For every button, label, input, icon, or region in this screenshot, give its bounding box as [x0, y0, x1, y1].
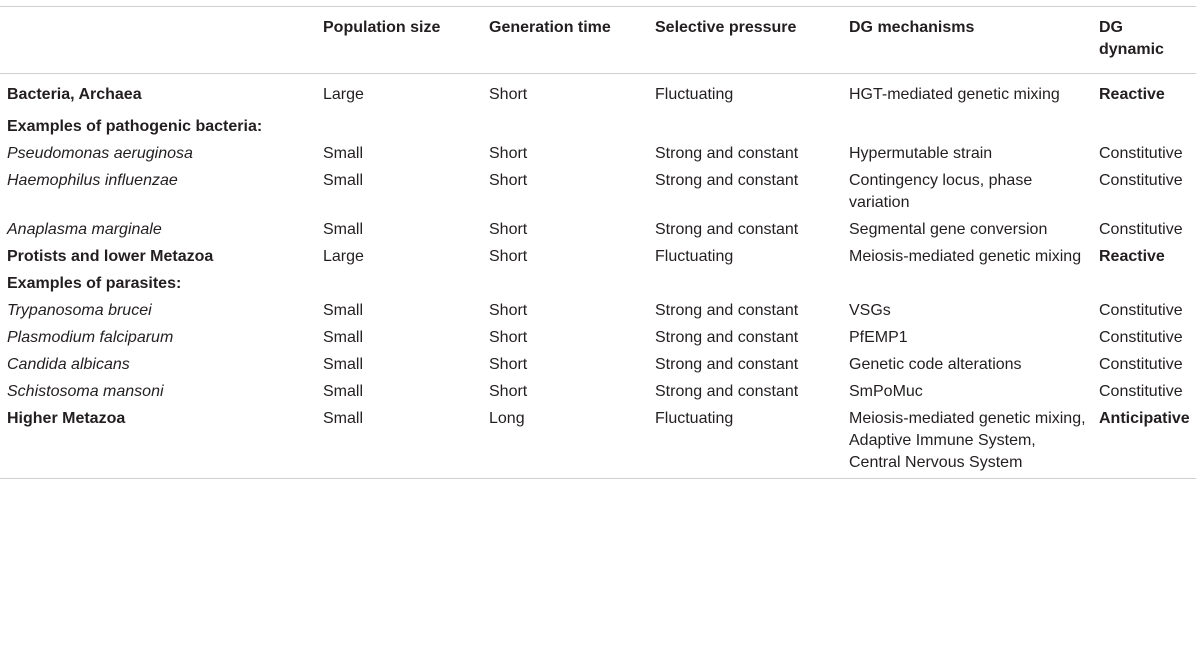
pressure-cell: Fluctuating [655, 248, 734, 265]
mechanisms-cell: Genetic code alterations [849, 356, 1022, 373]
mechanisms-cell: VSGs [849, 302, 891, 319]
generation-cell: Short [489, 356, 528, 373]
generation-cell: Short [489, 172, 528, 189]
generation-cell: Short [489, 221, 528, 238]
mechanisms-cell: SmPoMuc [849, 383, 923, 400]
table-row [0, 138, 1196, 165]
pressure-cell: Strong and constant [655, 356, 799, 373]
pressure-cell: Fluctuating [655, 86, 734, 103]
dg-table [0, 6, 1196, 479]
table-row [0, 74, 1196, 112]
generation-cell: Short [489, 329, 528, 346]
mechanisms-cell: Meiosis-mediated genetic mixing [849, 248, 1082, 265]
table-row [0, 268, 1196, 295]
pressure-cell: Strong and constant [655, 221, 799, 238]
organism-cell: Higher Metazoa [0, 403, 316, 479]
generation-cell: Short [489, 248, 528, 265]
pressure-cell: Strong and constant [655, 302, 799, 319]
organism-cell: Plasmodium falciparum [7, 329, 174, 346]
population-cell: Small [323, 145, 364, 162]
table-row [0, 111, 1196, 138]
organism-cell: Trypanosoma brucei [7, 302, 152, 319]
population-cell: Small [323, 356, 364, 373]
table-row [0, 376, 1196, 403]
population-cell: Small [323, 302, 364, 319]
pressure-cell: Strong and constant [655, 383, 799, 400]
dynamic-cell: Constitutive [1099, 302, 1183, 319]
mechanisms-cell: PfEMP1 [849, 329, 908, 346]
group-label-cell: Examples of parasites: [7, 275, 182, 292]
population-cell: Small [316, 403, 482, 479]
mechanisms-cell: Meiosis-mediated genetic mixing, Adaptive Immune System, Central Nervous System [842, 403, 1092, 479]
table-row [0, 165, 1196, 214]
population-cell: Large [323, 248, 364, 265]
population-cell: Small [323, 329, 364, 346]
organism-cell: Haemophilus influenzae [7, 172, 178, 189]
table-row [0, 241, 1196, 268]
generation-cell: Long [482, 403, 648, 479]
generation-cell: Short [489, 86, 528, 103]
header-organism [0, 7, 316, 74]
dynamic-cell: Anticipative [1092, 403, 1196, 479]
header-generation-time: Generation time [482, 7, 648, 74]
table-row [0, 295, 1196, 322]
organism-cell: Pseudomonas aeruginosa [7, 145, 193, 162]
header-selective-pressure: Selective pressure [648, 7, 842, 74]
dynamic-cell: Constitutive [1099, 221, 1183, 238]
dynamic-cell: Reactive [1099, 248, 1165, 265]
dynamic-cell: Constitutive [1099, 329, 1183, 346]
table-row [0, 214, 1196, 241]
table-row [0, 403, 1196, 479]
pressure-cell: Strong and constant [655, 145, 799, 162]
population-cell: Small [323, 383, 364, 400]
population-cell: Small [323, 172, 364, 189]
generation-cell: Short [489, 145, 528, 162]
mechanisms-cell: Contingency locus, phase variation [849, 172, 1033, 211]
mechanisms-cell: Segmental gene conversion [849, 221, 1048, 238]
population-cell: Small [323, 221, 364, 238]
group-label-cell: Examples of pathogenic bacteria: [7, 118, 263, 135]
dynamic-cell: Constitutive [1099, 383, 1183, 400]
pressure-cell: Strong and constant [655, 172, 799, 189]
table-row [0, 349, 1196, 376]
organism-cell: Protists and lower Metazoa [7, 248, 214, 265]
organism-cell: Candida albicans [7, 356, 130, 373]
table-row [0, 322, 1196, 349]
generation-cell: Short [489, 383, 528, 400]
organism-cell: Bacteria, Archaea [7, 86, 142, 103]
pressure-cell: Strong and constant [655, 329, 799, 346]
organism-cell: Schistosoma mansoni [7, 383, 164, 400]
dynamic-cell: Constitutive [1099, 145, 1183, 162]
dynamic-cell: Constitutive [1099, 356, 1183, 373]
header-dg-dynamic: DG dynamic [1092, 7, 1196, 74]
header-row [0, 7, 1196, 74]
pressure-cell: Fluctuating [648, 403, 842, 479]
generation-cell: Short [489, 302, 528, 319]
dynamic-cell: Constitutive [1099, 172, 1183, 189]
header-dg-mechanisms: DG mechanisms [842, 7, 1092, 74]
dynamic-cell: Reactive [1099, 86, 1165, 103]
organism-cell: Anaplasma marginale [7, 221, 162, 238]
header-population-size: Population size [316, 7, 482, 74]
mechanisms-cell: Hypermutable strain [849, 145, 993, 162]
population-cell: Large [323, 86, 364, 103]
mechanisms-cell: HGT-mediated genetic mixing [849, 86, 1060, 103]
